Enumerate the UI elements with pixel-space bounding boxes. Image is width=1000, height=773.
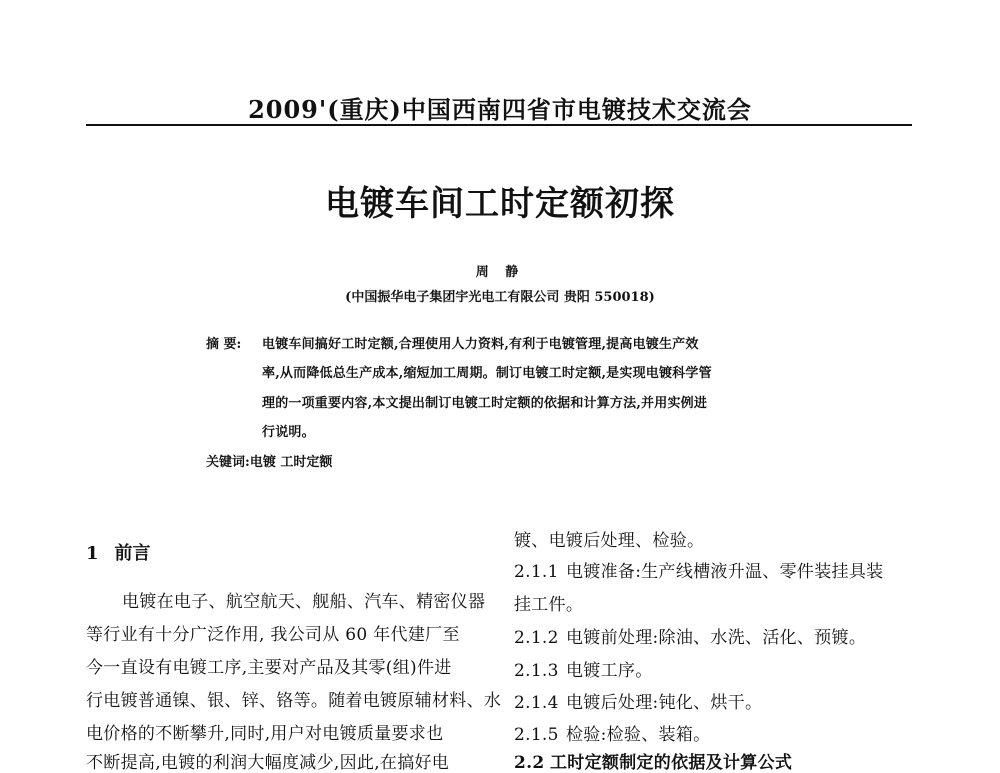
subsection-2-1-1 [514, 557, 883, 582]
abstract-line: 理的一项重要内容,本文提出制订电镀工时定额的依据和计算方法,并用实例进 [262, 396, 708, 411]
keywords-label: 关键词: [206, 455, 250, 470]
subsection-2-1-2 [514, 623, 866, 648]
subsection-2-2 [514, 748, 792, 773]
conference-header: 2009'(重庆)中国西南四省市电镀技术交流会 [248, 95, 752, 124]
abstract-line: 率,从而降低总生产成本,缩短加工周期。制订电镀工时定额,是实现电镀科学管 [262, 366, 712, 381]
body-line: 今一直设有电镀工序,主要对产品及其零(组)件进 [86, 658, 452, 678]
keywords [206, 451, 332, 470]
subsection-number: 2.1.1 [514, 562, 559, 582]
section-title: 前言 [114, 543, 151, 564]
subsection-2-1-5 [514, 720, 710, 745]
subsection-text: 电镀准备:生产线槽液升温、零件装挂具装 [566, 562, 884, 582]
section-1-heading [86, 539, 151, 565]
abstract-line: 行说明。 [262, 425, 315, 440]
abstract-label: 摘 要: [206, 337, 242, 352]
body-line: 不断提高,电镀的利润大幅度减少,因此,在搞好电 [86, 753, 450, 773]
body-line: 等行业有十分广泛作用, 我公司从 60 年代建厂至 [86, 625, 460, 645]
author: 周 静 [475, 265, 525, 280]
subsection-number: 2.1.4 [514, 693, 559, 713]
body-line: 挂工件。 [514, 595, 584, 615]
body-line: 电价格的不断攀升,同时,用户对电镀质量要求也 [86, 724, 444, 744]
affiliation: (中国振华电子集团宇光电工有限公司 贵阳 550018) [345, 290, 655, 305]
subsection-number: 2.1.3 [514, 661, 559, 681]
subsection-text: 电镀后处理:钝化、烘干。 [566, 693, 763, 713]
subsection-number: 2.2 [514, 753, 545, 773]
subsection-number: 2.1.5 [514, 725, 559, 745]
subsection-text: 电镀前处理:除油、水洗、活化、预镀。 [566, 628, 867, 648]
header-rule [86, 124, 912, 126]
body-line: 镀、电镀后处理、检验。 [514, 531, 705, 551]
subsection-text: 检验:检验、装箱。 [566, 725, 711, 745]
body-line: 行电镀普通镍、银、锌、铬等。随着电镀原辅材料、水 [86, 691, 502, 711]
subsection-text: 工时定额制定的依据及计算公式 [550, 753, 793, 773]
subsection-number: 2.1.2 [514, 628, 559, 648]
abstract-line: 电镀车间搞好工时定额,合理使用人力资料,有利于电镀管理,提高电镀生产效 [262, 337, 699, 352]
subsection-text: 电镀工序。 [566, 661, 653, 681]
subsection-2-1-3 [514, 656, 653, 681]
keywords-text: 电镀 工时定额 [249, 455, 333, 470]
section-number: 1 [86, 543, 99, 564]
paper-title: 电镀车间工时定额初探 [325, 184, 675, 224]
subsection-2-1-4 [514, 688, 762, 713]
body-line: 电镀在电子、航空航天、舰船、汽车、精密仪器 [122, 592, 486, 612]
